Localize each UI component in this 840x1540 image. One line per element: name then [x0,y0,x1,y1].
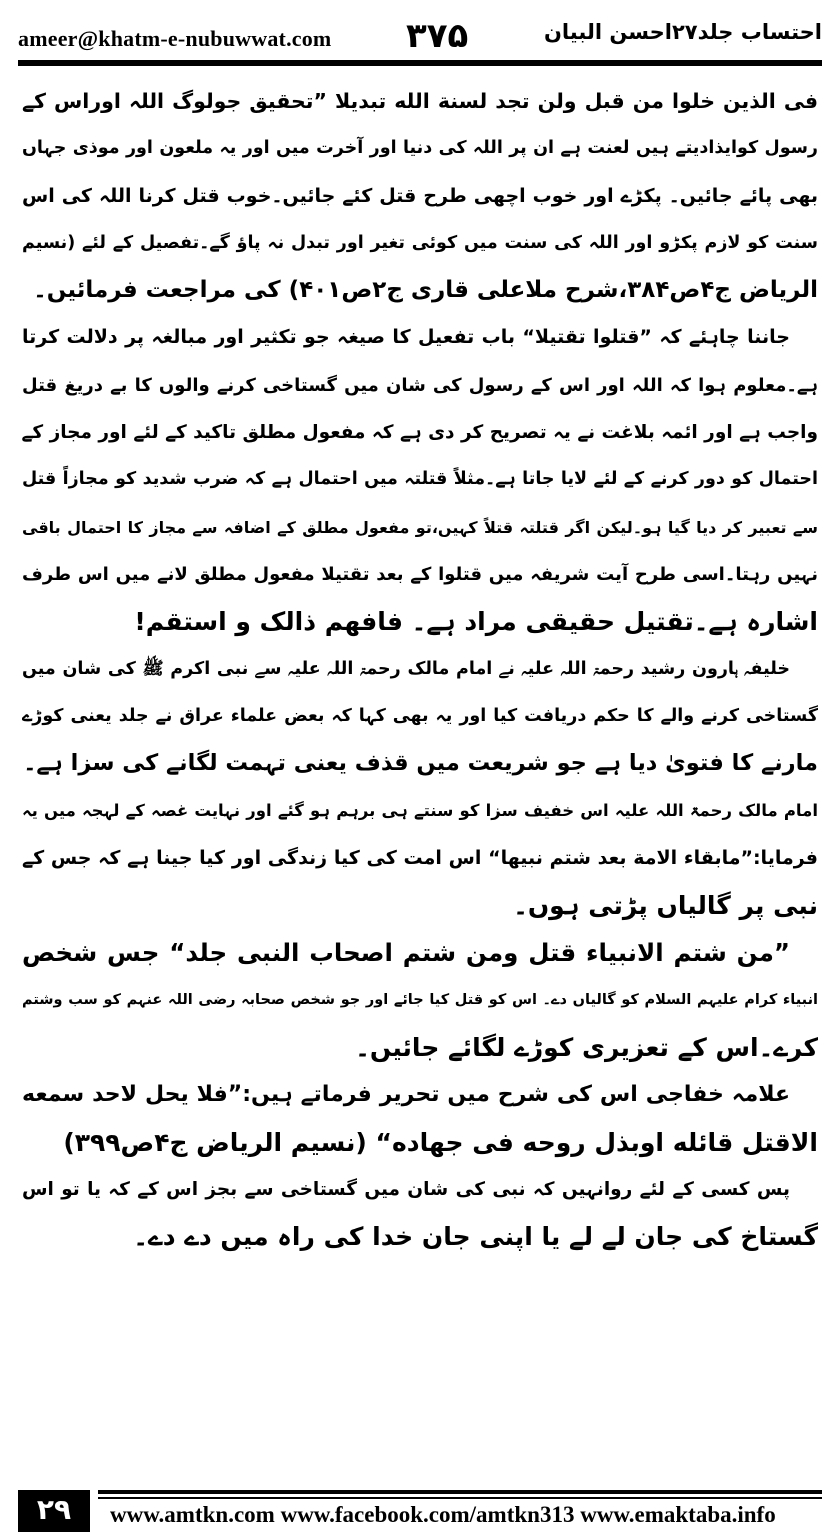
text-line: سنت کو لازم پکڑو اور اللہ کی سنت میں کوئی تغیر اور تبدل نہ پاؤ گے۔تفصیل کے لئے (نسیم [22,232,818,253]
text-line: امام مالک رحمۃ اللہ علیہ اس خفیف سزا کو سنتے ہی برہم ہو گئے اور نہایت غصہ کے لہجہ میں یہ [22,801,818,821]
header-email: ameer@khatm-e-nubuwwat.com [18,26,332,51]
text-line: ”من شتم الانبیاء قتل ومن شتم اصحاب النبی جلد“ جس شخص [22,938,790,968]
text-line: بھی پائے جائیں۔ پکڑے اور خوب اچھی طرح قتل کئے جائیں۔خوب قتل کرنا اللہ کی اس [22,184,818,207]
text-line: رسول کوایذادیتے ہیں لعنت ہے ان پر اللہ کی دنیا اور آخرت میں اور یہ ملعون اور موذی جہاں [22,138,818,159]
text-line: مارنے کا فتویٰ دیا ہے جو شریعت میں قذف یعنی تہمت لگانے کی سزا ہے۔ [23,750,818,777]
header-book-title: احتساب جلد۲۷احسن البیان [543,20,822,44]
text-line: سے تعبیر کر دیا گیا ہو۔لیکن اگر قتلتہ قتلاً کہیں،تو مفعول مطلق کے اضافہ سے مجاز کا احتمال باقی [22,517,818,537]
text-line: نہیں رہتا۔اسی طرح آیت شریفہ میں قتلوا کے بعد تقتیلا مفعول مطلق لانے میں اس طرف [22,563,818,585]
text-line: نبی پر گالیاں پڑتی ہوں۔ [513,891,818,921]
text-line: واجب ہے اور ائمہ بلاغت نے یہ تصریح کر دی ہے کہ مفعول مطلق تاکید کے لئے اور مجاز کے [22,422,818,444]
text-line: ہے۔معلوم ہوا کہ اللہ اور اس کے رسول کی شان میں گستاخی کرنے والوں کا بے دریغ قتل [22,374,818,396]
text-line: علامہ خفاجی اس کی شرح میں تحریر فرماتے ہیں:”فلا یحل لاحد سمعه [22,1082,790,1108]
text-line: احتمال کو دور کرنے کے لئے لایا جاتا ہے۔مثلاً قتلتہ میں احتمال ہے کہ ضرب شدید کو مجازاً قتل [22,469,818,490]
text-line: الریاض ج۴ص۳۸۴،شرح ملاعلی قاری ج۲ص۴۰۱) کی مراجعت فرمائیں۔ [33,277,818,304]
footer-links: www.amtkn.com www.facebook.com/amtkn313 www.emaktaba.info [110,1502,776,1527]
text-line: پس کسی کے لئے روانہیں کہ نبی کی شان میں گستاخی سے بجز اس کے کہ یا تو اس [22,1178,790,1200]
text-line: فی الذین خلوا من قبل ولن تجد لسنة الله تبدیلا ”تحقیق جولوگ اللہ اوراس کے [22,89,818,113]
text-line: کرے۔اس کے تعزیری کوڑے لگائے جائیں۔ [355,1032,818,1062]
footer-rule-thin [98,1497,822,1499]
footer-page-number: ۲۹ [18,1490,90,1532]
header-page-number: ۳۷۵ [406,16,469,56]
text-line: گستاخ کی جان لے لے یا اپنی جان خدا کی راہ میں دے دے۔ [133,1222,818,1252]
text-line: الاقتل قائله اوبذل روحه فی جهاده“ (نسیم الریاض ج۴ص۳۹۹) [63,1127,818,1157]
page-header [18,14,822,58]
text-line: خلیفہ ہارون رشید رحمۃ اللہ علیہ نے امام مالک رحمۃ اللہ علیہ سے نبی اکرم ﷺ کی شان میں [22,658,790,679]
text-line: انبیاء کرام علیہم السلام کو گالیاں دے۔ اس کو قتل کیا جائے اور جو شخص صحابہ رضی اللہ عنہم کو سب وشتم [22,991,818,1008]
text-line: اشارہ ہے۔تقتیل حقیقی مراد ہے۔ فافهم ذالک و استقم! [134,607,818,637]
page-body [22,78,818,1260]
header-rule [18,60,822,66]
text-line: جاننا چاہئے کہ ”قتلوا تقتیلا“ باب تفعیل کا صیغہ جو تکثیر اور مبالغہ پر دلالت کرتا [22,326,790,349]
text-line: فرمایا:”مابقاء الامة بعد شتم نبیها“ اس امت کی کیا زندگی اور کیا جینا ہے کہ جس کے [22,846,818,869]
text-line: گستاخی کرنے والے کا حکم دریافت کیا اور یہ بھی کہا کہ بعض علماء عراق نے جلد یعنی کوڑے [22,705,818,726]
footer-rule [98,1490,822,1494]
page-footer [18,1490,822,1532]
